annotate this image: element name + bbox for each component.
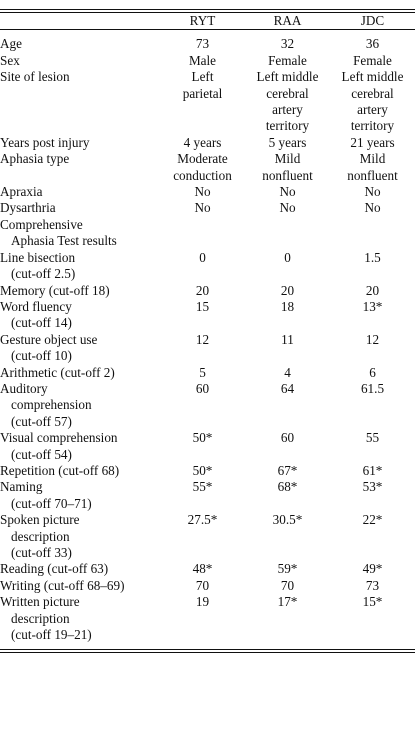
row-label-text: Dysarthria: [0, 200, 56, 216]
row-label-text: Naming: [0, 479, 43, 495]
row-label-text: Gesture object use: [0, 331, 98, 347]
row-label: [0, 250, 160, 283]
cell-raa: 11: [281, 331, 294, 347]
cell-ryt: 0: [199, 249, 206, 265]
cell-jdc: 6: [369, 364, 376, 380]
cell-ryt: 50*: [192, 462, 213, 478]
table-row: [0, 561, 415, 577]
row-label: [0, 30, 160, 52]
patient-characteristics-body: [0, 30, 415, 643]
cell-ryt: 73: [195, 36, 210, 52]
header-col-raa: RAA: [273, 13, 302, 28]
cell-jdc: 36: [365, 36, 380, 52]
cell-ryt: Moderate conduction: [173, 151, 232, 183]
cell-jdc: No: [364, 184, 381, 200]
row-label: [0, 184, 160, 200]
table-row: [0, 430, 415, 463]
row-label: [0, 299, 160, 332]
row-label-text: Repetition (cut-off 68): [0, 462, 120, 478]
header-col-jdc: JDC: [360, 13, 385, 28]
patient-characteristics-table: [0, 13, 415, 29]
row-label-text: Comprehensive: [0, 216, 83, 232]
cell-ryt: 12: [195, 331, 210, 347]
cell-raa: No: [279, 200, 296, 216]
table-row: [0, 200, 415, 216]
cell-jdc: Left middle cerebral artery territory: [341, 69, 404, 134]
table-row: [0, 283, 415, 299]
cell-jdc: 55: [365, 430, 380, 446]
row-label-text: Site of lesion: [0, 69, 70, 85]
cell-ryt: 20: [195, 282, 210, 298]
table-row: [0, 332, 415, 365]
row-label: [0, 283, 160, 299]
cell-raa: 68*: [277, 479, 298, 495]
table-row: [0, 151, 415, 184]
row-label-continuation: (cut-off 19–21): [11, 627, 92, 643]
row-label-text: Line bisection: [0, 249, 76, 265]
cell-raa: 17*: [277, 594, 298, 610]
header-row: [0, 13, 415, 29]
cell-ryt: [160, 217, 245, 250]
cell-jdc: Mild nonfluent: [347, 151, 398, 183]
row-label: [0, 365, 160, 381]
table-row: [0, 578, 415, 594]
row-label-text: Years post injury: [0, 134, 90, 150]
cell-jdc: Female: [353, 52, 392, 68]
row-label-text: Apraxia: [0, 184, 43, 200]
cell-raa: 5 years: [268, 134, 307, 150]
cell-ryt: 27.5*: [187, 512, 218, 528]
cell-ryt: 48*: [192, 561, 213, 577]
row-label: [0, 381, 160, 430]
row-label-text: Arithmetic (cut-off 2): [0, 364, 115, 380]
cell-jdc: 53*: [362, 479, 383, 495]
row-label: [0, 561, 160, 577]
cell-raa: 20: [280, 282, 295, 298]
row-label: [0, 217, 160, 250]
cell-ryt: 50*: [192, 430, 213, 446]
table-row: [0, 69, 415, 135]
row-label: [0, 332, 160, 365]
row-label: [0, 53, 160, 69]
cell-ryt: 4 years: [183, 134, 222, 150]
table-row: [0, 30, 415, 52]
cell-raa: Mild nonfluent: [262, 151, 313, 183]
row-label-text: Memory (cut-off 18): [0, 282, 110, 298]
row-label: [0, 512, 160, 561]
row-label-continuation: (cut-off 14): [11, 315, 72, 331]
row-label-continuation: (cut-off 10): [11, 348, 72, 364]
cell-jdc: 20: [365, 282, 380, 298]
row-label: [0, 463, 160, 479]
cell-jdc: [330, 217, 415, 250]
row-label-continuation: (cut-off 54): [11, 446, 72, 462]
row-label-continuation: (cut-off 70–71): [11, 495, 92, 511]
header-blank: [0, 13, 160, 29]
table-row: [0, 135, 415, 151]
row-label-continuation: comprehension: [11, 397, 92, 413]
cell-raa: 60: [280, 430, 295, 446]
table-row: [0, 479, 415, 512]
cell-raa: No: [279, 184, 296, 200]
row-label: [0, 578, 160, 594]
table-row: [0, 184, 415, 200]
table-row: [0, 381, 415, 430]
cell-raa: 18: [280, 298, 295, 314]
row-label: [0, 151, 160, 184]
row-label-text: Age: [0, 36, 22, 52]
table-row: [0, 463, 415, 479]
cell-raa: [245, 217, 330, 250]
bottom-double-rule: [0, 649, 415, 653]
cell-ryt: 5: [199, 364, 206, 380]
cell-raa: 32: [280, 36, 295, 52]
cell-jdc: 13*: [362, 298, 383, 314]
cell-raa: 70: [280, 577, 295, 593]
cell-ryt: No: [194, 200, 211, 216]
cell-jdc: 61.5: [360, 380, 385, 396]
cell-ryt: 15: [195, 298, 210, 314]
cell-jdc: 21 years: [350, 134, 395, 150]
table-row: [0, 217, 415, 250]
cell-raa: 30.5*: [272, 512, 303, 528]
cell-jdc: 22*: [362, 512, 383, 528]
table-row: [0, 512, 415, 561]
cell-jdc: 15*: [362, 594, 383, 610]
cell-raa: Female: [268, 52, 307, 68]
table-row: [0, 250, 415, 283]
cell-raa: 59*: [277, 561, 298, 577]
row-label-text: Written picture: [0, 594, 80, 610]
row-label-text: Auditory: [0, 380, 48, 396]
row-label: [0, 69, 160, 135]
cell-raa: 67*: [277, 462, 298, 478]
row-label-text: Visual comprehension: [0, 430, 118, 446]
row-label: [0, 430, 160, 463]
row-label-continuation: description: [11, 610, 70, 626]
row-label-continuation: (cut-off 57): [11, 413, 72, 429]
cell-jdc: 12: [365, 331, 380, 347]
header-col-ryt: RYT: [189, 13, 216, 28]
row-label-continuation: Aphasia Test results: [11, 233, 117, 249]
row-label-continuation: (cut-off 2.5): [11, 266, 76, 282]
row-label-text: Sex: [0, 52, 20, 68]
table-row: [0, 594, 415, 643]
cell-ryt: Left parietal: [182, 69, 223, 101]
cell-raa: 0: [284, 249, 291, 265]
row-label-text: Reading (cut-off 63): [0, 561, 109, 577]
row-label-text: Word fluency: [0, 298, 72, 314]
cell-jdc: 49*: [362, 561, 383, 577]
cell-jdc: 1.5: [364, 249, 381, 265]
row-label: [0, 479, 160, 512]
row-label-text: Aphasia type: [0, 151, 70, 167]
row-label: [0, 135, 160, 151]
cell-jdc: No: [364, 200, 381, 216]
cell-raa: 4: [284, 364, 291, 380]
row-label: [0, 594, 160, 643]
cell-jdc: 73: [365, 577, 380, 593]
cell-ryt: 55*: [192, 479, 213, 495]
table-row: [0, 53, 415, 69]
row-label-text: Writing (cut-off 68–69): [0, 577, 125, 593]
cell-ryt: 19: [195, 594, 210, 610]
cell-ryt: 70: [195, 577, 210, 593]
row-label-continuation: (cut-off 33): [11, 545, 72, 560]
cell-ryt: No: [194, 184, 211, 200]
table-row: [0, 365, 415, 381]
cell-ryt: Male: [188, 52, 217, 68]
cell-raa: Left middle cerebral artery territory: [256, 69, 319, 134]
cell-jdc: 61*: [362, 462, 383, 478]
row-label-continuation: description: [11, 528, 70, 544]
cell-ryt: 60: [195, 380, 210, 396]
row-label-text: Spoken picture: [0, 512, 80, 528]
table-row: [0, 299, 415, 332]
cell-raa: 64: [280, 380, 295, 396]
row-label: [0, 200, 160, 216]
